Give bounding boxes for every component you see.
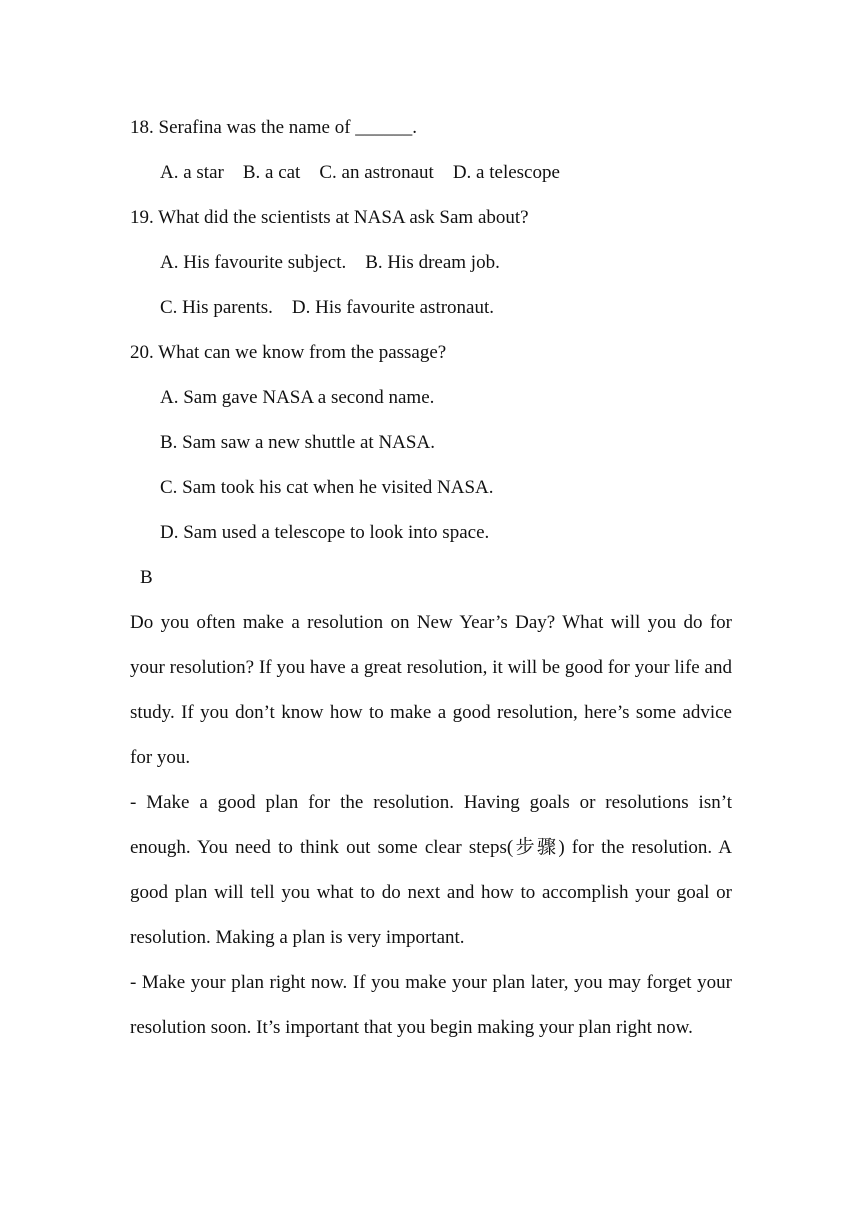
question-20-option-b: B. Sam saw a new shuttle at NASA. xyxy=(160,432,435,453)
question-20-option-c: C. Sam took his cat when he visited NASA. xyxy=(160,477,494,498)
passage-paragraph: - Make your plan right now. If you make your plan later, you may forget your resolution soon. It’s important that you begin making your plan right now. xyxy=(130,972,732,1038)
question-20-option-d: D. Sam used a telescope to look into space. xyxy=(160,522,490,543)
question-18-options: A. a star B. a cat C. an astronaut D. a telescope xyxy=(160,162,560,183)
question-19-stem: 19. What did the scientists at NASA ask Sam about? xyxy=(130,207,529,228)
section-label: B xyxy=(140,567,153,588)
passage-paragraph: - Make a good plan for the resolution. Having goals or resolutions isn’t enough. You need to think out some clear steps(步骤) for the resolution. A good plan will tell you what to do next and how to accomplish your goal or resolution. Making a plan is very important. xyxy=(130,792,732,948)
question-19-options-cd: C. His parents. D. His favourite astronaut. xyxy=(160,297,495,318)
document-page xyxy=(130,105,732,1050)
question-18-stem: 18. Serafina was the name of ______. xyxy=(130,117,418,138)
question-20-option-a: A. Sam gave NASA a second name. xyxy=(160,387,435,408)
passage-paragraph: Do you often make a resolution on New Year’s Day? What will you do for your resolution? If you have a great resolution, it will be good for your life and study. If you don’t know how to make a good resolution, here’s some advice for you. xyxy=(130,612,732,768)
question-19-options-ab: A. His favourite subject. B. His dream job. xyxy=(160,252,500,273)
question-20-stem: 20. What can we know from the passage? xyxy=(130,342,447,363)
